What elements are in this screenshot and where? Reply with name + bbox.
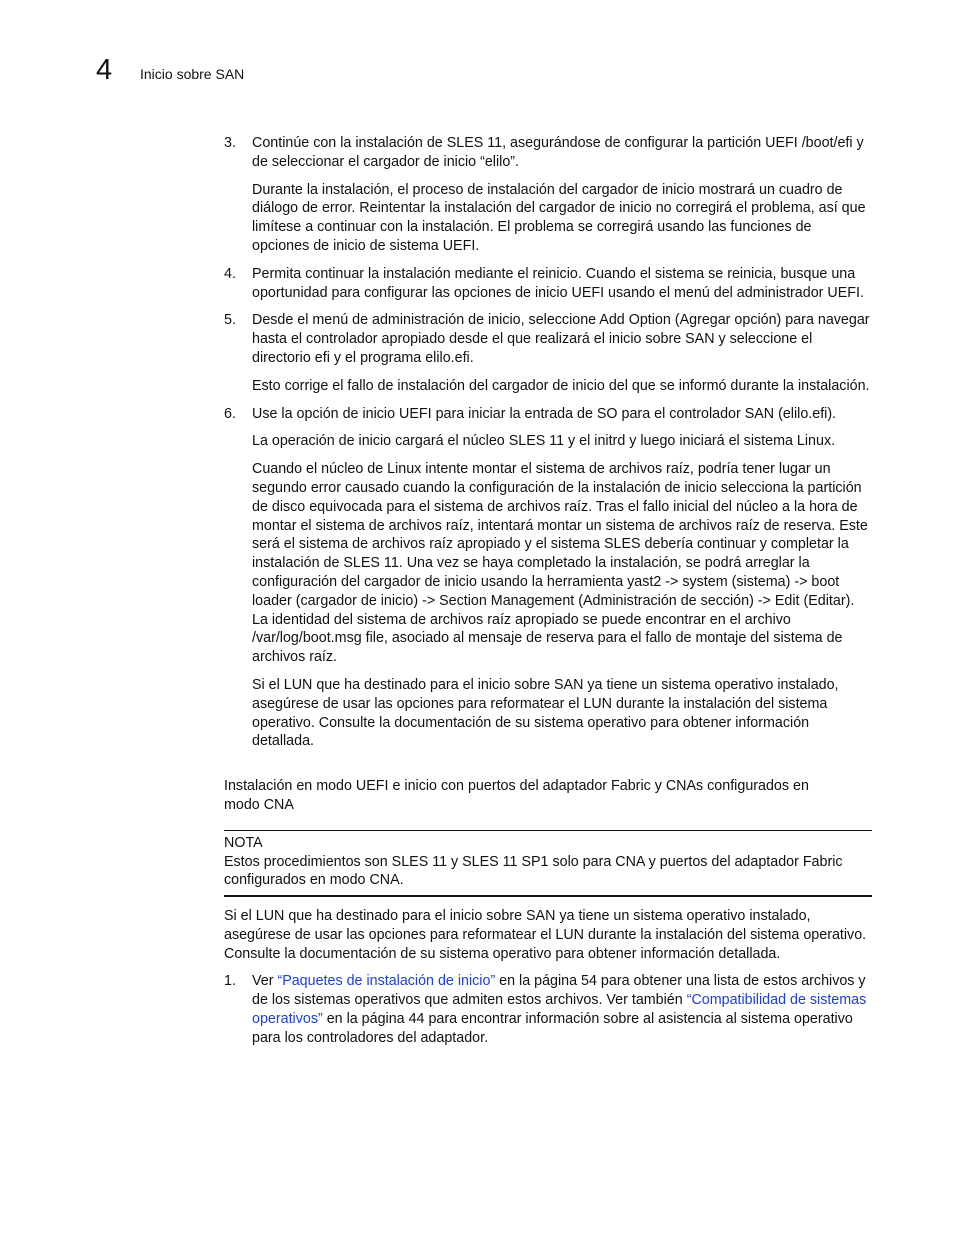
page-content — [224, 134, 872, 1057]
step-detail: Esto corrige el fallo de instalación del cargador de inicio del que se informó durante la instalación. — [252, 377, 870, 394]
step-detail: Si el LUN que ha destinado para el inicio sobre SAN ya tiene un sistema operativo instalado, asegúrese de usar las opciones para reformatear el LUN durante la instalación del sistema operativo. Consulte la documentación de su sistema operativo para obtener información detallada. — [252, 676, 839, 750]
step-text — [252, 972, 872, 1047]
step-text: Continúe con la instalación de SLES 11, asegurándose de configurar la partición UEFI /boot/efi y de seleccionar el cargador de inicio “elilo”. — [252, 135, 864, 170]
step-number: 4. — [224, 265, 236, 282]
text-run: Ver — [252, 973, 278, 990]
text-run: en la página 44 para encontrar información sobre al asistencia al sistema operativo para los controladores del adaptador. — [252, 1011, 853, 1046]
note-box — [224, 830, 872, 897]
step-1 — [224, 972, 872, 1047]
note-label: NOTA — [224, 834, 263, 851]
step-4 — [224, 265, 872, 303]
text-run: en la página 54 para obtener una lista de estos archivos y de los sistemas operativos que admiten estos archivos. Ver también — [252, 973, 866, 1009]
step-text — [252, 311, 872, 367]
step-number: 5. — [224, 312, 236, 329]
text-run: Desde el menú de administración de inicio, seleccione — [252, 312, 600, 329]
section-heading: Instalación en modo UEFI e inicio con puertos del adaptador Fabric y CNAs configurados en modo CNA — [224, 778, 809, 813]
step-3 — [224, 134, 872, 256]
step-5 — [224, 311, 872, 395]
ui-term-add-option: Add Option — [599, 312, 671, 329]
chapter-title: Inicio sobre SAN — [140, 66, 245, 82]
step-number: 3. — [224, 135, 236, 151]
link-paquetes-instalacion[interactable]: “Paquetes de instalación de inicio” — [277, 973, 496, 990]
step-detail: La operación de inicio cargará el núcleo SLES 11 y el initrd y luego iniciará el sistema Linux. — [252, 433, 836, 450]
text-run: (Agregar opción) para navegar hasta el controlador apropiado desde el que realizará el inicio sobre SAN y seleccione el directorio efi y el programa elilo.efi. — [252, 312, 870, 366]
step-detail: Cuando el núcleo de Linux intente montar el sistema de archivos raíz, podría tener lugar un segundo error causado cuando la configuración de la instalación de inicio selecciona la partición de disco equivocada para el sistema de archivos raíz. Tras el fallo inicial del núcleo a la hora de montar el sistema de archivos raíz, intentará montar un sistema de archivos raíz de reserva. Este será el sistema de archivos raíz apropiado y el sistema SLES debería continuar y completar la instalación de SLES 11. Una vez se haya completado la instalación, se podrá arreglar la configuración del cargador de inicio usando la herramienta yast2 -> system (sistema) -> boot loader (cargador de inicio) -> Section Management (Administración de sección) -> Edit (Editar). La identidad del sistema de archivos raíz apropiado se puede encontrar en el archivo /var/log/boot.msg file, asociado al mensaje de reserva para el fallo de montaje del sistema de archivos raíz. — [252, 461, 868, 666]
note-text: Estos procedimientos son SLES 11 y SLES 11 SP1 solo para CNA y puertos del adaptador Fabric configurados en modo CNA. — [224, 853, 843, 889]
body-paragraph: Si el LUN que ha destinado para el inicio sobre SAN ya tiene un sistema operativo instalado, asegúrese de usar las opciones para reformatear el LUN durante la instalación del sistema operativo. Consulte la documentación de su sistema operativo para obtener información detallada. — [224, 908, 867, 962]
step-6 — [224, 405, 872, 752]
step-detail: Durante la instalación, el proceso de instalación del cargador de inicio mostrará un cuadro de diálogo de error. Reintentar la instalación del cargador de inicio no corregirá el problema, así que limítese a continuar con la instalación. El problema se corregirá usando las funciones de opciones de inicio de sistema UEFI. — [252, 181, 866, 254]
link-compatibilidad-sistemas[interactable]: “Compatibilidad de sistemas operativos” — [252, 992, 867, 1028]
chapter-number: 4 — [96, 54, 113, 86]
step-number: 1. — [224, 973, 236, 990]
step-number: 6. — [224, 405, 236, 422]
step-text: Permita continuar la instalación mediante el reinicio. Cuando el sistema se reinicia, busque una oportunidad para configurar las opciones de inicio UEFI usando el menú del administrador UEFI. — [252, 265, 864, 301]
step-text: Use la opción de inicio UEFI para iniciar la entrada de SO para el controlador SAN (elilo.efi). — [252, 405, 837, 422]
